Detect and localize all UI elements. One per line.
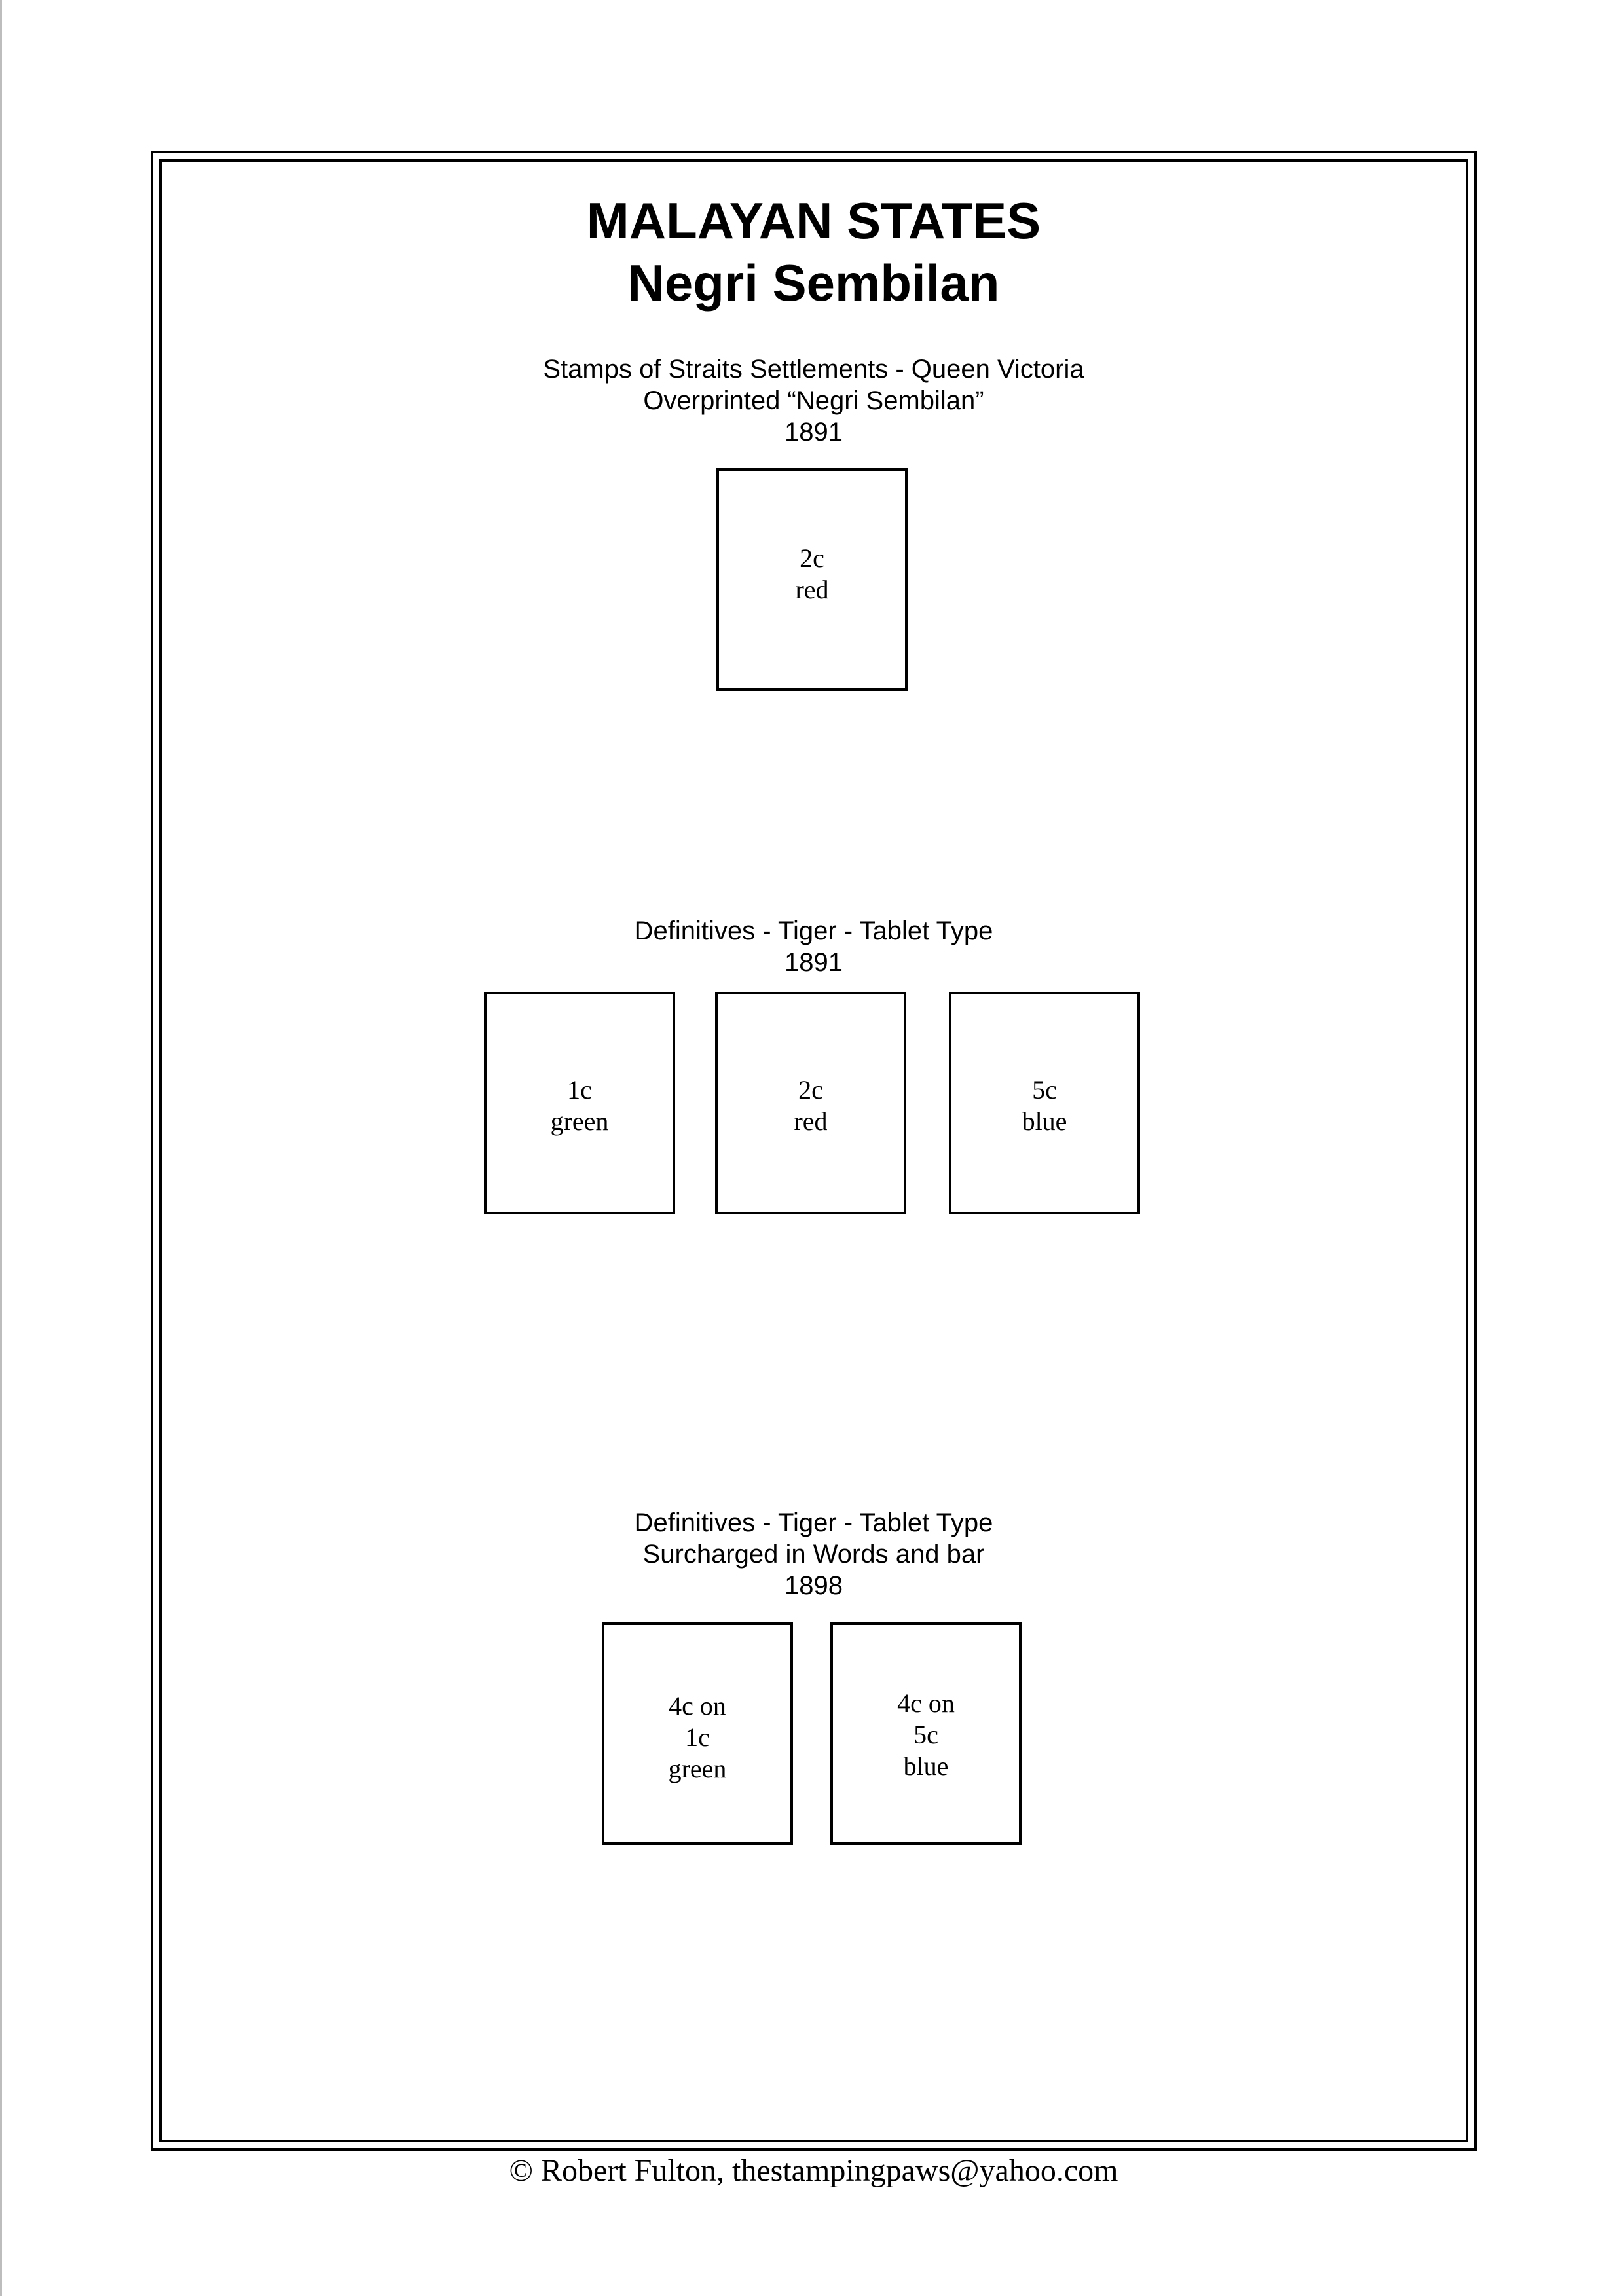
section-3-heading-line-2: Surcharged in Words and bar [642,1540,985,1569]
stamp-label: green [550,1106,609,1136]
page-subtitle: Negri Sembilan [627,254,1000,312]
stamp-label: 5c [1032,1075,1057,1104]
stamp-label: red [795,575,829,604]
section-3-heading-line-3: 1898 [784,1571,843,1600]
stamp-label: blue [903,1751,949,1781]
stamp-label: 1c [567,1075,592,1104]
section-1-heading-line-2: Overprinted “Negri Sembilan” [643,386,984,415]
section-3-heading-line-1: Definitives - Tiger - Tablet Type [634,1508,993,1537]
stamp-space-5c-blue [949,992,1140,1214]
copyright-footer: © Robert Fulton, thestampingpaws@yahoo.com [509,2153,1118,2188]
stamp-label: 4c on [897,1688,955,1718]
stamp-space-4c-on-5c-blue [830,1622,1022,1845]
stamp-label: 2c [800,543,824,573]
stamp-label: red [794,1106,828,1136]
stamp-space-2c-red [715,992,906,1214]
stamp-label: blue [1022,1106,1067,1136]
stamp-space-1c-green [484,992,675,1214]
section-1-heading-line-1: Stamps of Straits Settlements - Queen Victoria [543,355,1084,384]
stamp-label: 2c [798,1075,823,1104]
stamp-space-4c-on-1c-green [602,1622,793,1845]
page-title: MALAYAN STATES [586,192,1041,249]
section-2-heading-line-2: 1891 [784,948,843,977]
stamp-label: green [668,1754,727,1783]
stamp-label: 5c [913,1720,938,1749]
section-1-heading-line-3: 1891 [784,418,843,446]
stamp-space-2c-red [716,468,908,691]
stamp-label: 4c on [669,1691,726,1721]
section-2-heading-line-1: Definitives - Tiger - Tablet Type [634,917,993,945]
page-edge [0,0,2,2296]
stamp-label: 1c [685,1722,710,1752]
